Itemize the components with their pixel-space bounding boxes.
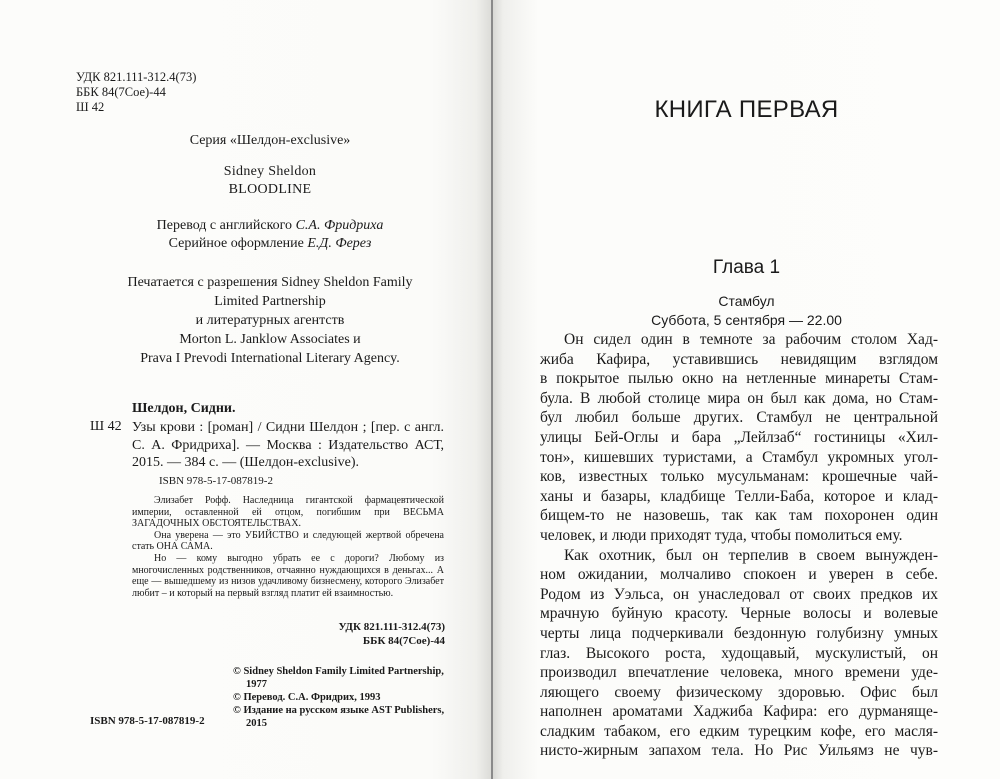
setting-place: Стамбул — [718, 293, 775, 309]
left-page — [0, 0, 491, 779]
isbn-bottom: ISBN 978-5-17-087819-2 — [90, 715, 205, 727]
text-line: Родом из Уэльса, он унаследовал от своих предков их — [540, 585, 938, 603]
copyright-block — [233, 665, 448, 730]
design-prefix: Серийное оформление — [168, 236, 308, 251]
annotation-paragraph: Она уверена — это УБИЙСТВО и следующей жертвой обречена стать ОНА САМА. — [132, 529, 444, 553]
text-line: сладким табаком, его едким турецким кофе, его масля- — [540, 722, 938, 740]
biblio-description: Узы крови : [роман] / Сидни Шелдон ; [пер. с англ. С. А. Фридриха]. — Москва : Издательство АСТ, 2015. — 384 с. — (Шелдон-exclusive). — [132, 420, 444, 470]
author-sign: Ш 42 — [76, 100, 105, 114]
annotation-paragraph: Но — кому выгодно убрать ее с дороги? Любому из многочисленных родственников, отчаянно нуждающихся в деньгах... А еще — вышедшему из низов удачливому бизнесмену, которого Элизабет любит – и который на первый взгляд платит ей взаимностью. — [132, 552, 444, 599]
text-line: бищем-то не назовешь, так как там похоронен один — [540, 507, 938, 525]
right-page — [493, 0, 1000, 779]
designer-line — [90, 235, 450, 253]
text-line: жиба Кафира, уставившись невидящим взглядом — [540, 350, 938, 368]
text-line: була. В любой столице мира он был как дома, но Стам- — [540, 389, 938, 407]
permission-line: Печатается с разрешения Sidney Sheldon Family — [127, 275, 413, 290]
annotation-paragraph: Элизабет Рофф. Наследница гигантской фармацевтической империи, оставленной ей отцом, погибшим при ВЕСЬМА ЗАГАДОЧНЫХ ОБСТОЯТЕЛЬСТВАХ. — [132, 495, 444, 530]
text-line: ханы и базары, кладбище Телли-Баба, которое и клад- — [540, 487, 938, 505]
chapter-text — [540, 330, 938, 761]
udk-code-bottom: УДК 821.111-312.4(73) — [338, 621, 445, 633]
permission-line: и литературных агентств — [195, 313, 345, 328]
text-line: наполнен ароматами Хаджиба Кафира: его дурманяще- — [540, 703, 938, 721]
text-line: улицы Бей-Оглы и бара „Лейлзаб“ гостиницы «Хил- — [540, 428, 938, 446]
text-line: мрачную буйную красоту. Черные волосы и волевые — [540, 605, 938, 623]
copyright-line: © Издание на русском языке AST Publishers, 2015 — [233, 705, 445, 729]
translator-name: С.А. Фридриха — [295, 218, 384, 233]
original-title: BLOODLINE — [228, 182, 312, 197]
text-line: ков, известных только мусульманам: крошечные чай- — [540, 468, 938, 486]
biblio-code: Ш 42 — [90, 419, 122, 434]
classification-codes — [76, 70, 196, 115]
permission-line: Morton L. Janklow Associates и — [179, 332, 361, 347]
text-line: ляющего своему физическому здоровью. Офис был — [540, 683, 938, 701]
book-title: КНИГА ПЕРВАЯ — [654, 96, 839, 123]
translator-line — [90, 217, 450, 235]
text-line: глаз. Высокого роста, худощавый, мускулистый, он — [540, 644, 938, 662]
biblio-author: Шелдон, Сидни. — [132, 401, 236, 416]
setting — [493, 292, 1000, 330]
text-line: Как охотник, был он терпелив в своем вынужден- — [564, 546, 938, 564]
text-line: в покрытое пылью окно на нетленные минареты Стам- — [540, 370, 938, 388]
credits — [90, 217, 450, 253]
copyright-line: © Sidney Sheldon Family Limited Partnership, 1977 — [233, 666, 444, 690]
isbn-small: ISBN 978-5-17-087819-2 — [159, 475, 273, 487]
classification-codes-bottom — [300, 620, 445, 648]
text-line: Он сидел один в темноте за рабочим столом Хад- — [564, 331, 938, 348]
annotation — [132, 495, 444, 599]
translation-prefix: Перевод с английского — [156, 218, 296, 233]
text-line: черты лица подчеркивали бездонную голубизну умных — [540, 624, 938, 642]
udk-code: УДК 821.111-312.4(73) — [76, 70, 197, 84]
text-line: производил впечатление человека, много времени уде- — [540, 664, 938, 682]
permission-line: Limited Partnership — [214, 294, 326, 309]
text-line: человек, и люди приходят туда, чтобы помолиться ему. — [540, 526, 903, 544]
chapter-heading: Глава 1 — [712, 257, 781, 278]
copyright-line: © Перевод. С.А. Фридрих, 1993 — [233, 692, 381, 703]
original-author-title — [90, 163, 450, 199]
series-name: Серия «Шелдон-exclusive» — [189, 133, 351, 148]
permission-line: Prava I Prevodi International Literary Agency. — [140, 351, 400, 366]
bbk-code: ББК 84(7Сое)-44 — [76, 85, 166, 99]
text-line: ном ожидании, молчаливо спокоен и уверен в себе. — [540, 566, 938, 584]
text-line: тон», кишевших туристами, а Стамбул укромных угол- — [540, 448, 938, 466]
text-line: бул любил больше других. Стамбул не центральной — [540, 409, 938, 427]
original-author: Sidney Sheldon — [223, 164, 317, 179]
designer-name: Е.Д. Ферез — [307, 236, 372, 251]
permission-notice — [90, 273, 450, 368]
setting-datetime: Суббота, 5 сентября — 22.00 — [651, 312, 842, 328]
text-line: нисто-жирным запахом тела. Но Рис Уильямз не чув- — [540, 742, 938, 760]
bbk-code-bottom: ББК 84(7Сое)-44 — [362, 635, 445, 647]
